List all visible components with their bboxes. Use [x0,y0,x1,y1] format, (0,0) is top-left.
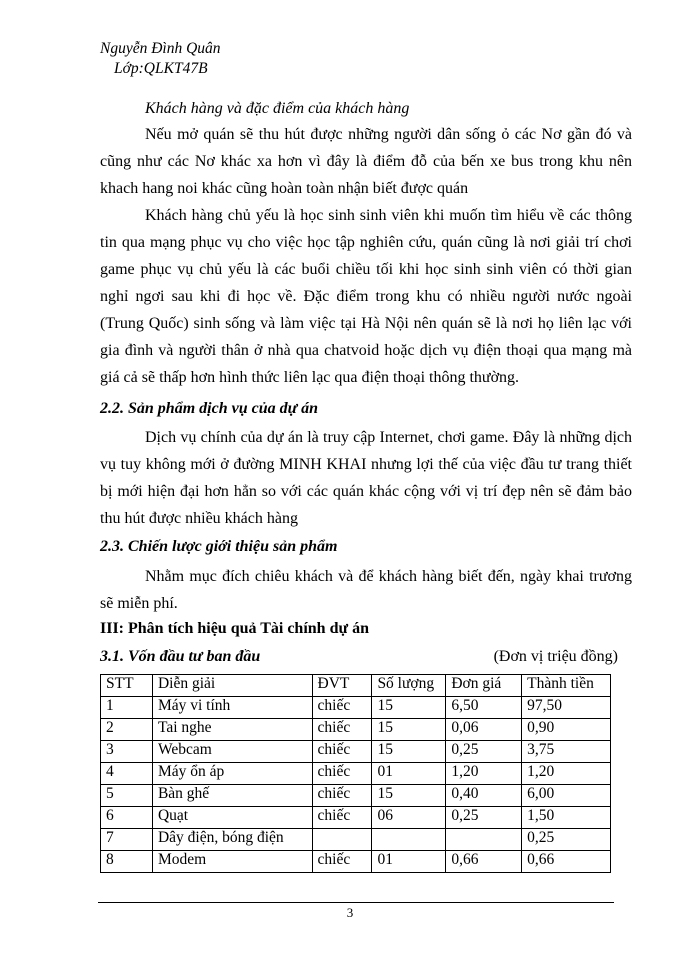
customers-title: Khách hàng và đặc điểm của khách hàng [145,100,410,117]
cell-unit-price: 0,25 [446,807,522,829]
cell-stt: 4 [101,763,153,785]
cell-total: 97,50 [522,697,611,719]
cell-unit-price: 0,06 [446,719,522,741]
page-number: 3 [346,905,354,920]
cell-unit: chiếc [312,851,372,873]
table-row [101,785,611,807]
table-header-row [101,675,611,697]
header-description: Diễn giải [152,675,312,697]
cell-quantity: 06 [372,807,446,829]
cell-unit-price: 0,66 [446,851,522,873]
cell-description: Bàn ghế [152,785,312,807]
cell-unit-price [446,829,522,851]
cell-stt: 6 [101,807,153,829]
cell-unit: chiếc [312,807,372,829]
section-2-3-title: 2.3. Chiến lược giới thiệu sản phẩm [100,538,338,555]
cell-unit-price: 1,20 [446,763,522,785]
cell-description: Máy ổn áp [152,763,312,785]
header-stt: STT [101,675,153,697]
cell-stt: 7 [101,829,153,851]
table-row [101,697,611,719]
table-row [101,807,611,829]
cell-quantity: 15 [372,741,446,763]
header-quantity: Số lượng [372,675,446,697]
cell-stt: 2 [101,719,153,741]
header-unit: ĐVT [312,675,372,697]
customers-paragraph-1: Nếu mở quán sẽ thu hút được những người dân sống ỏ các Nơ gần đó và cũng như các Nơ khác xa hơn vì đây là điểm đỗ của bến xe bus trong khu nên khach hang noi khác cũng hoàn toàn nhận biết được quán [100,126,632,197]
cell-total: 3,75 [522,741,611,763]
cell-total: 6,00 [522,785,611,807]
cell-description: Modem [152,851,312,873]
cell-total: 0,90 [522,719,611,741]
cell-quantity: 01 [372,763,446,785]
cell-quantity: 15 [372,719,446,741]
investment-table [100,674,611,873]
cell-description: Webcam [152,741,312,763]
cell-total: 1,20 [522,763,611,785]
cell-stt: 1 [101,697,153,719]
cell-total: 0,66 [522,851,611,873]
table-row [101,829,611,851]
cell-description: Quạt [152,807,312,829]
table-row [101,719,611,741]
class-label: Lớp:QLKT47B [114,60,208,77]
author-name: Nguyễn Đình Quân [100,40,221,57]
section-2-3-paragraph: Nhằm mục đích chiêu khách và để khách hàng biết đến, ngày khai trương sẽ miễn phí. [100,568,632,612]
cell-unit-price: 0,40 [446,785,522,807]
cell-total: 1,50 [522,807,611,829]
cell-unit: chiếc [312,697,372,719]
cell-unit: chiếc [312,785,372,807]
cell-stt: 8 [101,851,153,873]
cell-unit: chiếc [312,763,372,785]
cell-unit [312,829,372,851]
table-row [101,763,611,785]
header-unit-price: Đơn giá [446,675,522,697]
section-3-title: III: Phân tích hiệu quả Tài chính dự án [100,620,369,637]
unit-note: (Đơn vị triệu đồng) [493,648,618,665]
cell-unit: chiếc [312,719,372,741]
cell-total: 0,25 [522,829,611,851]
cell-quantity: 15 [372,785,446,807]
table-row [101,851,611,873]
section-2-2-paragraph: Dịch vụ chính của dự án là truy cập Internet, chơi game. Đây là những dịch vụ tuy không mới ở đường MINH KHAI nhưng lợi thế của việc đầu tư trang thiết bị mới hiện đại hơn hẳn so với các quán khác cộng với vị trí đẹp nên sẽ đảm bảo thu hút được nhiều khách hàng [100,429,632,527]
header-total: Thành tiền [522,675,611,697]
cell-unit-price: 0,25 [446,741,522,763]
cell-quantity: 15 [372,697,446,719]
customers-paragraph-2: Khách hàng chủ yếu là học sinh sinh viên khi muốn tìm hiểu về các thông tin qua mạng phục vụ cho việc học tập nghiên cứu, quán cũng là nơi giải trí chơi game phục vụ chủ yếu là các buổi chiều tối khi học sinh sinh viên có thời gian nghỉ ngơi sau khi đi học về. Đặc điểm trong khu có nhiều người nước ngoài (Trung Quốc) sinh sống và làm việc tại Hà Nội nên quán sẽ là nơi họ liên lạc với gia đình và người thân ở nhà qua chatvoid hoặc dịch vụ điện thoại qua mạng mà giá cả sẽ thấp hơn hình thức liên lạc qua điện thoại thông thường. [100,207,632,386]
section-2-2-title: 2.2. Sản phẩm dịch vụ của dự án [100,400,319,417]
cell-description: Máy vi tính [152,697,312,719]
cell-description: Dây điện, bóng điện [152,829,312,851]
cell-stt: 5 [101,785,153,807]
cell-description: Tai nghe [152,719,312,741]
cell-quantity [372,829,446,851]
cell-quantity: 01 [372,851,446,873]
section-3-1-title: 3.1. Vốn đầu tư ban đầu [100,648,261,665]
cell-unit: chiếc [312,741,372,763]
cell-stt: 3 [101,741,153,763]
cell-unit-price: 6,50 [446,697,522,719]
table-row [101,741,611,763]
footer-divider [98,902,614,903]
